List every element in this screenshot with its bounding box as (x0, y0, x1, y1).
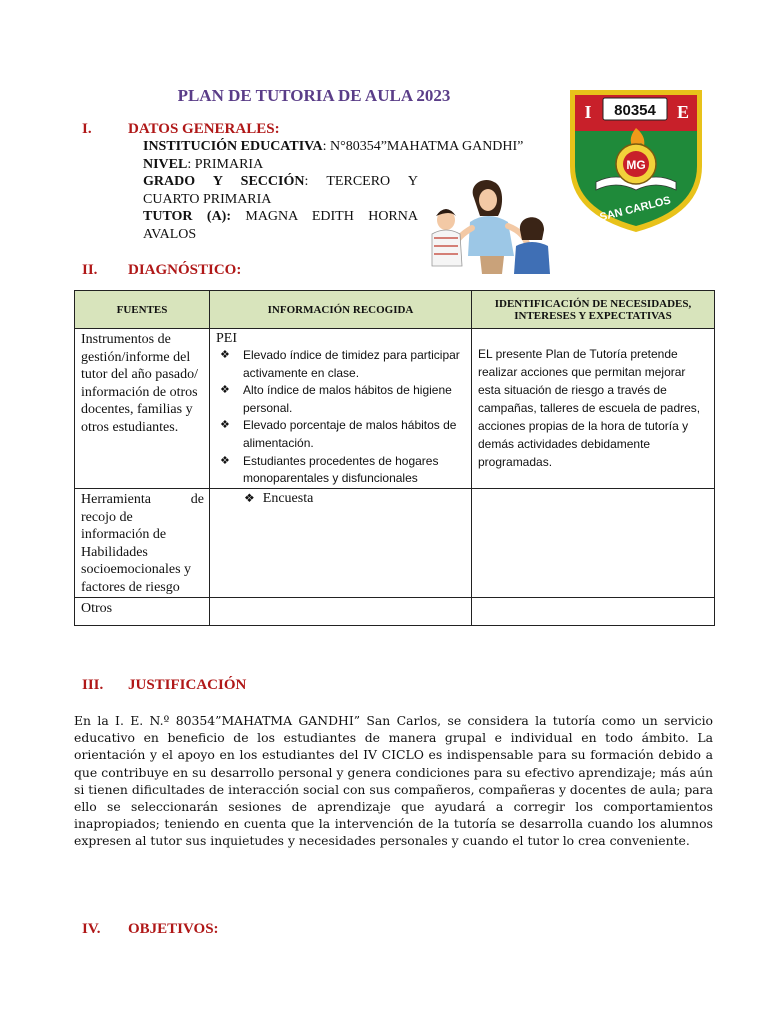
list-item: ❖ Encuesta (244, 491, 314, 506)
row1-info-title: PEI (216, 331, 237, 346)
tutor-line-cont: AVALOS (143, 226, 197, 242)
row2-info (210, 489, 472, 598)
table-header-row (75, 291, 715, 329)
logo-motto: SAN CARLOS (598, 194, 673, 224)
table-row (75, 489, 715, 598)
diamond-bullet-icon: ❖ (220, 349, 230, 361)
section-4-heading: OBJETIVOS: (128, 921, 219, 937)
row3-info (210, 597, 472, 625)
table-row (75, 597, 715, 625)
row1-needs: EL presente Plan de Tutoría pretende realizar acciones que permitan mejorar esta situación de riesgo a través de campañas, talleres de escuela de padres, acciones propias de la hora de tutoría y demás actividades debidamente programadas. (472, 329, 715, 489)
header-fuentes: FUENTES (75, 291, 210, 329)
diamond-bullet-icon: ❖ (244, 491, 255, 505)
section-2-number: II. (82, 262, 98, 278)
row3-needs (472, 597, 715, 625)
row1-info (210, 329, 472, 489)
logo-monogram: MG (626, 158, 646, 172)
row1-fuente: Instrumentos de gestión/informe del tutor del año pasado/ información de otros docentes, familias y otros estudiantes. (75, 329, 210, 489)
row1-bullet-list (210, 347, 471, 488)
level-line: NIVEL: PRIMARIA (143, 156, 264, 172)
grade-line-cont: CUARTO PRIMARIA (143, 191, 272, 207)
row2-needs (472, 489, 715, 598)
diamond-bullet-icon: ❖ (220, 384, 230, 397)
section-1-heading: DATOS GENERALES: (128, 121, 280, 137)
header-informacion: INFORMACIÓN RECOGIDA (210, 291, 472, 329)
section-1-number: I. (82, 121, 92, 137)
list-item: ❖ Alto índice de malos hábitos de higiene personal. (220, 383, 452, 415)
logo-letter-e: E (676, 102, 690, 122)
section-4-number: IV. (82, 921, 101, 937)
tutor-line: TUTOR (A): MAGNA EDITH HORNA (143, 209, 418, 225)
header-necesidades: IDENTIFICACIÓN DE NECESIDADES, INTERESES Y EXPECTATIVAS (472, 291, 715, 329)
diamond-bullet-icon: ❖ (220, 454, 230, 467)
diagnosis-table (74, 290, 715, 626)
page-title: PLAN DE TUTORIA DE AULA 2023 (177, 86, 451, 105)
list-item: ❖ Elevado índice de timidez para participar activamente en clase. (220, 348, 460, 380)
tutor-children-illustration (424, 176, 554, 276)
row2-fuente: Herramienta de recojo de información de Habilidades socioemocionales y factores de riesgo (75, 489, 210, 598)
institution-line: INSTITUCIÓN EDUCATIVA: N°80354”MAHATMA GANDHI” (143, 139, 524, 154)
section-3-heading: JUSTIFICACIÓN (128, 677, 247, 693)
logo-letter-i: I (584, 102, 592, 122)
diamond-bullet-icon: ❖ (220, 419, 230, 432)
section-3-number: III. (82, 677, 104, 693)
logo-code: 80354 (614, 102, 656, 119)
section-2-heading: DIAGNÓSTICO: (128, 262, 242, 278)
list-item: ❖ Estudiantes procedentes de hogares monoparentales y disfuncionales (220, 453, 439, 486)
school-shield-logo (566, 86, 706, 236)
list-item: ❖ Elevado porcentaje de malos hábitos de alimentación. (220, 418, 457, 450)
row3-fuente: Otros (75, 597, 210, 625)
general-data-block (143, 138, 524, 244)
table-row (75, 329, 715, 489)
justification-paragraph: En la I. E. N.º 80354”MAHATMA GANDHI” San Carlos, se considera la tutoría como un servicio educativo en beneficio de los estudiantes de manera grupal e individual en todo ámbito. La orientación y el apoyo en los estudiantes del IV CICLO es indispensable para su formación debido a que contribuye en su desarrollo personal y genera condiciones para su efectivo aprendizaje; más aún si tienen dificultades de interacción social con sus compañeros, compañeras y docentes de aula; para ello se seleccionarán sesiones de aprendizaje que ayudará a corregir los comportamientos inapropiados; teniendo en cuenta que la intervención de la tutoría se desarrolla cuando los alumnos expresen al tutor sus inquietudes y necesidades personales y cuando el tutor lo crea conveniente. (74, 713, 713, 849)
grade-line: GRADO Y SECCIÓN: TERCERO Y (143, 174, 418, 190)
